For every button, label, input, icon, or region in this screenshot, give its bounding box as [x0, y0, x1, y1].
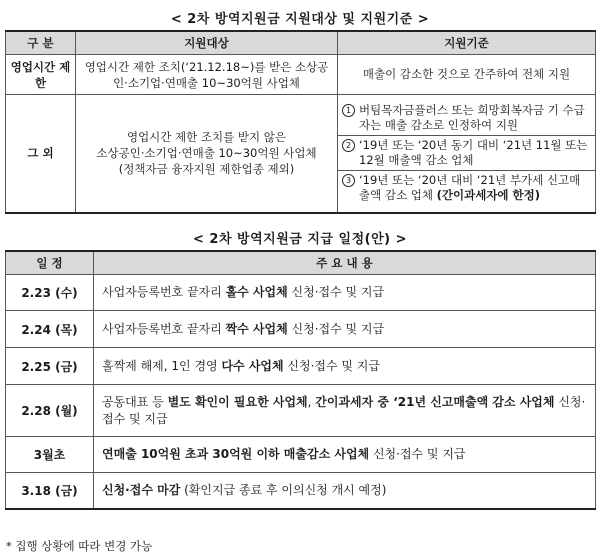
circled-number-icon: 3: [342, 174, 355, 187]
criteria-text: 버팀목자금플러스 또는 희망회복자금 기 수급자는 매출 감소로 인정하여 지원: [359, 103, 585, 133]
content-cell: 연매출 10억원 초과 30억원 이하 매출감소 사업체 신청·접수 및 지급: [94, 437, 596, 473]
table-row: [6, 385, 596, 437]
criteria-text: ‘19년 또는 ‘20년 동기 대비 ‘21년 11월 또는 12월 매출액 감소 업체: [359, 138, 588, 168]
date-cell: 2.23 (수): [6, 275, 94, 311]
support-criteria-table: [5, 30, 596, 214]
criteria-item: [338, 170, 595, 205]
criteria-cell: 매출이 감소한 것으로 간주하여 전체 지원: [338, 55, 596, 95]
content-cell: 사업자등록번호 끝자리 홀수 사업체 신청·접수 및 지급: [94, 275, 596, 311]
table-row: [6, 275, 596, 311]
date-cell: 2.25 (금): [6, 348, 94, 385]
table-row: [6, 311, 596, 348]
table-header-row: [6, 251, 596, 275]
table-row: [6, 348, 596, 385]
date-cell: 2.24 (목): [6, 311, 94, 348]
date-cell: 2.28 (월): [6, 385, 94, 437]
payment-schedule-table: [5, 250, 596, 510]
table-row: [6, 95, 596, 213]
header-target: 지원대상: [76, 31, 338, 55]
section1-title: < 2차 방역지원금 지원대상 및 지원기준 >: [170, 12, 430, 27]
target-line: 소상공인·소기업·연매출 10~30억원 사업체: [96, 146, 317, 161]
date-cell: 3월초: [6, 437, 94, 473]
circled-number-icon: 2: [342, 139, 355, 152]
header-date: 일 정: [6, 251, 94, 275]
content-cell: 사업자등록번호 끝자리 짝수 사업체 신청·접수 및 지급: [94, 311, 596, 348]
table-row: [6, 437, 596, 473]
target-cell: 영업시간 제한 조치(‘21.12.18~)를 받은 소상공인·소기업·연매출 10~30억원 사업체: [76, 55, 338, 95]
footnote: * 집행 상황에 따라 변경 가능: [6, 539, 153, 553]
table-row: [6, 55, 596, 95]
criteria-text: ‘19년 또는 ‘20년 대비 ‘21년 부가세 신고매출액 감소 업체: [359, 173, 581, 203]
criteria-note: (간이과세자에 한정): [436, 188, 541, 203]
content-cell: 신청·접수 마감 (확인지급 종료 후 이의신청 개시 예정): [94, 473, 596, 509]
content-cell: 공동대표 등 별도 확인이 필요한 사업체, 간이과세자 중 ‘21년 신고매출액 감소 사업체 신청·접수 및 지급: [94, 385, 596, 437]
section2-title: < 2차 방역지원금 지급 일정(안) >: [193, 232, 407, 247]
content-cell: 홀짝제 해제, 1인 경영 다수 사업체 신청·접수 및 지급: [94, 348, 596, 385]
table-row: [6, 473, 596, 509]
circled-number-icon: 1: [342, 104, 355, 117]
target-cell: [76, 95, 338, 213]
header-category: 구 분: [6, 31, 76, 55]
header-criteria: 지원기준: [338, 31, 596, 55]
table-header-row: [6, 31, 596, 55]
criteria-item: [342, 101, 591, 135]
category-cell: 영업시간 제한: [6, 55, 76, 95]
category-cell: 그 외: [6, 95, 76, 213]
criteria-cell: [338, 95, 596, 213]
header-content: 주 요 내 용: [94, 251, 596, 275]
target-line: 영업시간 제한 조치를 받지 않은: [126, 130, 287, 145]
date-cell: 3.18 (금): [6, 473, 94, 509]
target-line: (정책자금 융자지원 제한업종 제외): [118, 162, 295, 177]
criteria-item: [338, 135, 595, 170]
